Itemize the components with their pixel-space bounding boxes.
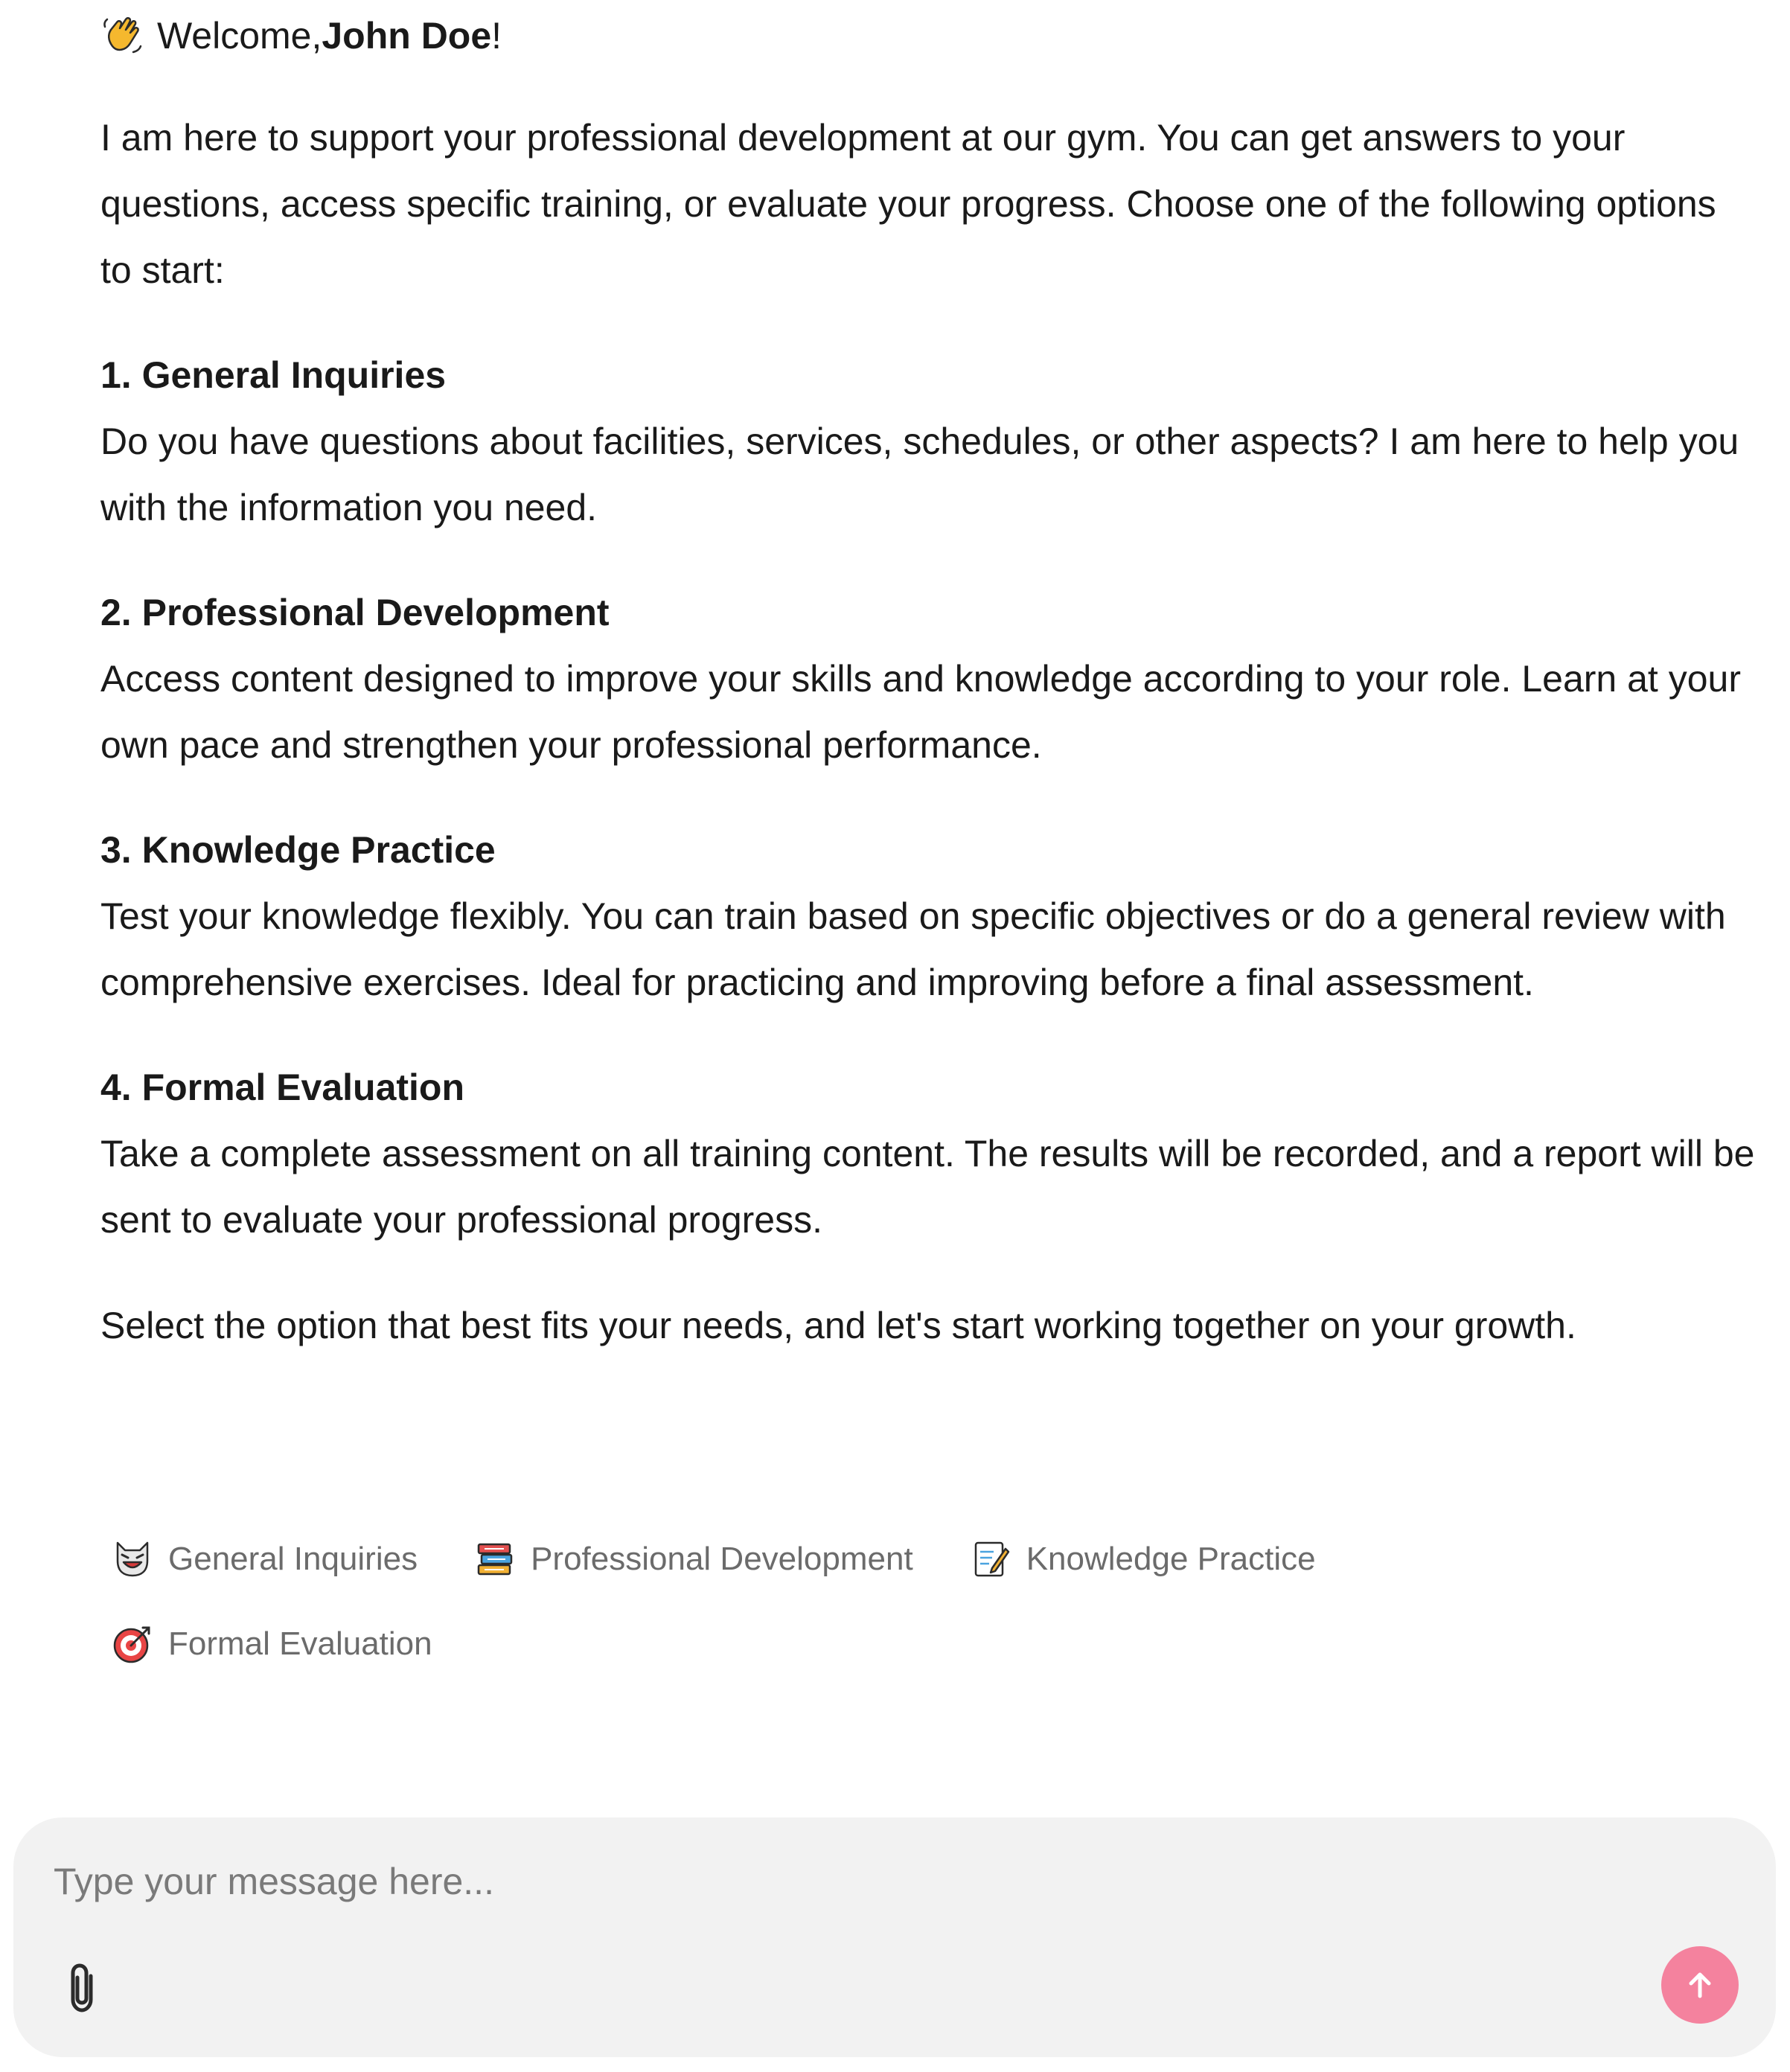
message-composer	[13, 1817, 1776, 2057]
section-title-professional-development: 2. Professional Development	[100, 592, 610, 633]
section-title-knowledge-practice: 3. Knowledge Practice	[100, 829, 496, 871]
memo-icon	[970, 1538, 1011, 1580]
intro-text: I am here to support your professional development at our gym. You can get answers to your questions, access specific training, or evaluate your progress. Choose one of the following options to start:	[100, 117, 1716, 291]
quick-action-label: Knowledge Practice	[1026, 1541, 1316, 1577]
assistant-message	[100, 6, 1757, 1359]
section-body-knowledge-practice: Test your knowledge flexibly. You can train based on specific objectives or do a general review with comprehensive exercises. Ideal for practicing and improving before a final assessment.	[100, 895, 1726, 1003]
quick-action-knowledge-practice[interactable]	[970, 1533, 1316, 1585]
closing-text: Select the option that best fits your needs, and let's start working together on your growth.	[100, 1305, 1576, 1346]
welcome-prefix: Welcome,	[157, 15, 322, 57]
user-name: John Doe	[322, 15, 492, 57]
section-title-formal-evaluation: 4. Formal Evaluation	[100, 1067, 465, 1108]
waving-hand-icon	[100, 13, 145, 58]
quick-action-label: Professional Development	[531, 1541, 913, 1577]
arrow-up-icon	[1681, 1966, 1719, 2004]
welcome-suffix: !	[491, 15, 502, 57]
send-button[interactable]	[1661, 1946, 1739, 2024]
welcome-heading	[100, 6, 1757, 65]
quick-action-label: General Inquiries	[168, 1541, 418, 1577]
smiling-cat-icon	[112, 1538, 153, 1580]
quick-action-professional-development[interactable]	[474, 1533, 913, 1585]
books-icon	[474, 1538, 516, 1580]
paperclip-icon	[64, 1963, 106, 2015]
section-body-formal-evaluation: Take a complete assessment on all training content. The results will be recorded, and a report will be sent to evaluate your professional progress.	[100, 1133, 1755, 1241]
message-input[interactable]	[52, 1847, 1692, 1916]
section-body-professional-development: Access content designed to improve your skills and knowledge according to your role. Learn at your own pace and strengthen your professional performance.	[100, 658, 1741, 766]
target-icon	[112, 1623, 153, 1665]
section-title-general-inquiries: 1. General Inquiries	[100, 354, 447, 396]
section-body-general-inquiries: Do you have questions about facilities, services, schedules, or other aspects? I am here to help you with the information you need.	[100, 421, 1739, 528]
quick-action-label: Formal Evaluation	[168, 1625, 432, 1662]
quick-actions	[112, 1533, 1712, 1670]
quick-action-formal-evaluation[interactable]	[112, 1618, 432, 1670]
quick-action-general-inquiries[interactable]	[112, 1533, 418, 1585]
attach-button[interactable]	[55, 1959, 115, 2018]
